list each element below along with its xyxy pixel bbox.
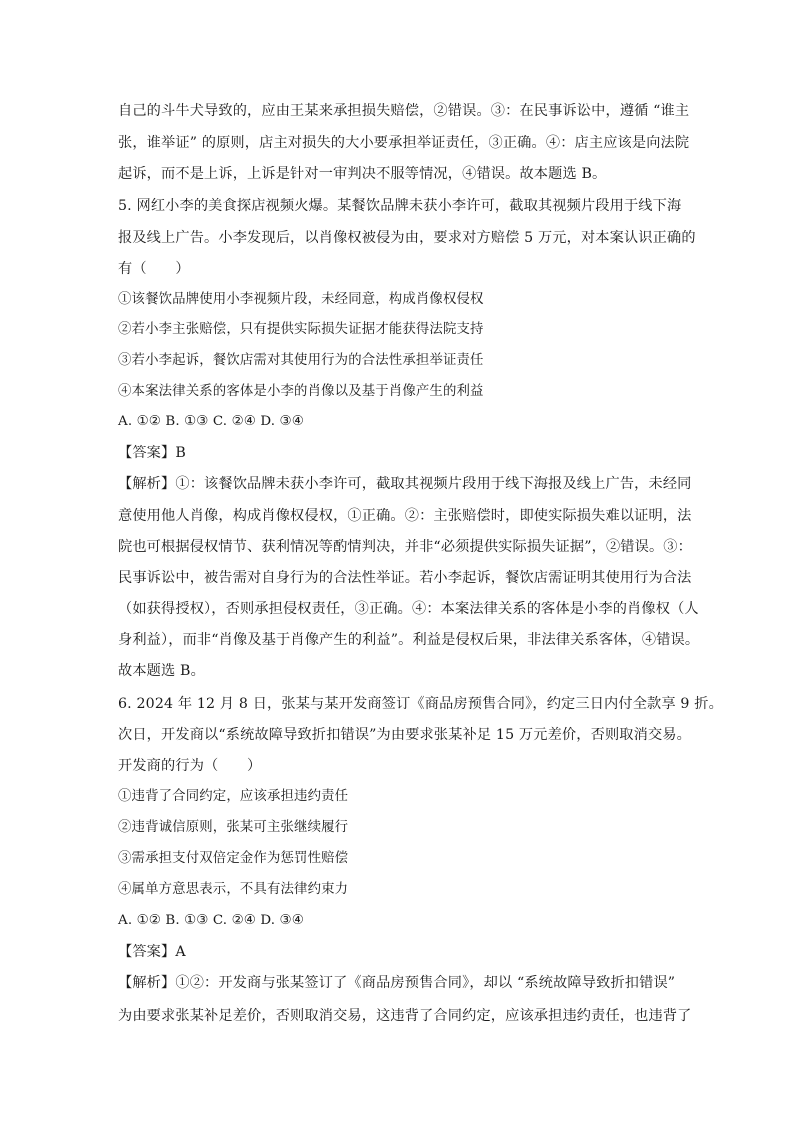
question-6-option-1: ①违背了合同约定，应该承担违约责任 (118, 789, 349, 804)
question-5-option-4: ④本案法律关系的客体是小李的肖像以及基于肖像产生的利益 (118, 384, 484, 399)
question-5-stem: 5. 网红小李的美食探店视频火爆。某餐饮品牌未获小李许可，截取其视频片段用于线下海 (118, 198, 682, 214)
question-6-stem: 6. 2024 年 12 月 8 日，张某与某开发商签订《商品房预售合同》，约定三日内付全款享 9 折。 (118, 696, 723, 712)
question-5-answer: 【答案】B (118, 445, 186, 461)
text-line: 意使用他人肖像，构成肖像权侵权，①正确。②：主张赔偿时，即使实际损失难以证明，法 (118, 508, 692, 524)
question-5-analysis: 【解析】①：该餐饮品牌未获小李许可，截取其视频片段用于线下海报及线上广告，未经同 (118, 476, 692, 492)
question-6-option-4: ④属单方意思表示，不具有法律约束力 (118, 882, 349, 897)
text-line: 开发商的行为（ ） (118, 758, 262, 774)
text-line: 故本题选 B。 (118, 663, 205, 679)
text-line: 身利益），而非“肖像及基于肖像产生的利益”。利益是侵权后果，非法律关系客体，④错误。 (118, 632, 700, 648)
text-line: 自己的斗牛犬导致的，应由王某来承担损失赔偿，②错误。③：在民事诉讼中，遵循 “谁主 (118, 103, 690, 119)
text-line: 张，谁举证” 的原则，店主对损失的大小要承担举证责任，③正确。④：店主应该是向法院 (118, 135, 690, 151)
text-line: 为由要求张某补足差价，否则取消交易，这违背了合同约定，应该承担违约责任，也违背了 (118, 1008, 692, 1024)
text-line: 院也可根据侵权情节、获利情况等酌情判决，并非“必须提供实际损失证据”，②错误。③： (118, 539, 692, 555)
text-line: 起诉，而不是上诉，上诉是针对一审判决不服等情况，④错误。故本题选 B。 (118, 166, 607, 182)
text-line: 报及线上广告。小李发现后，以肖像权被侵为由，要求对方赔偿 5 万元，对本案认识正确的 (118, 230, 696, 246)
question-6-choices: A. ①② B. ①③ C. ②④ D. ③④ (118, 913, 304, 928)
text-line: 次日，开发商以“系统故障导致折扣错误”为由要求张某补足 15 万元差价，否则取消交易。 (118, 727, 691, 743)
question-6-answer: 【答案】A (118, 944, 186, 960)
text-line: 有（ ） (118, 261, 190, 277)
question-5-option-2: ②若小李主张赔偿，只有提供实际损失证据才能获得法院支持 (118, 322, 484, 337)
question-5-choices: A. ①② B. ①③ C. ②④ D. ③④ (118, 414, 304, 429)
question-6-option-3: ③需承担支付双倍定金作为惩罚性赔偿 (118, 851, 349, 866)
question-5-option-1: ①该餐饮品牌使用小李视频片段，未经同意，构成肖像权侵权 (118, 292, 484, 307)
question-5-option-3: ③若小李起诉，餐饮店需对其使用行为的合法性承担举证责任 (118, 353, 484, 368)
text-line: （如获得授权），否则承担侵权责任，③正确。④：本案法律关系的客体是小李的肖像权（人 (118, 601, 699, 617)
question-6-analysis: 【解析】①②：开发商与张某签订了《商品房预售合同》，却以 “系统故障导致折扣错误” (118, 975, 676, 991)
question-6-option-2: ②违背诚信原则，张某可主张继续履行 (118, 820, 349, 835)
text-line: 民事诉讼中，被告需对自身行为的合法性举证。若小李起诉，餐饮店需证明其使用行为合法 (118, 570, 692, 586)
